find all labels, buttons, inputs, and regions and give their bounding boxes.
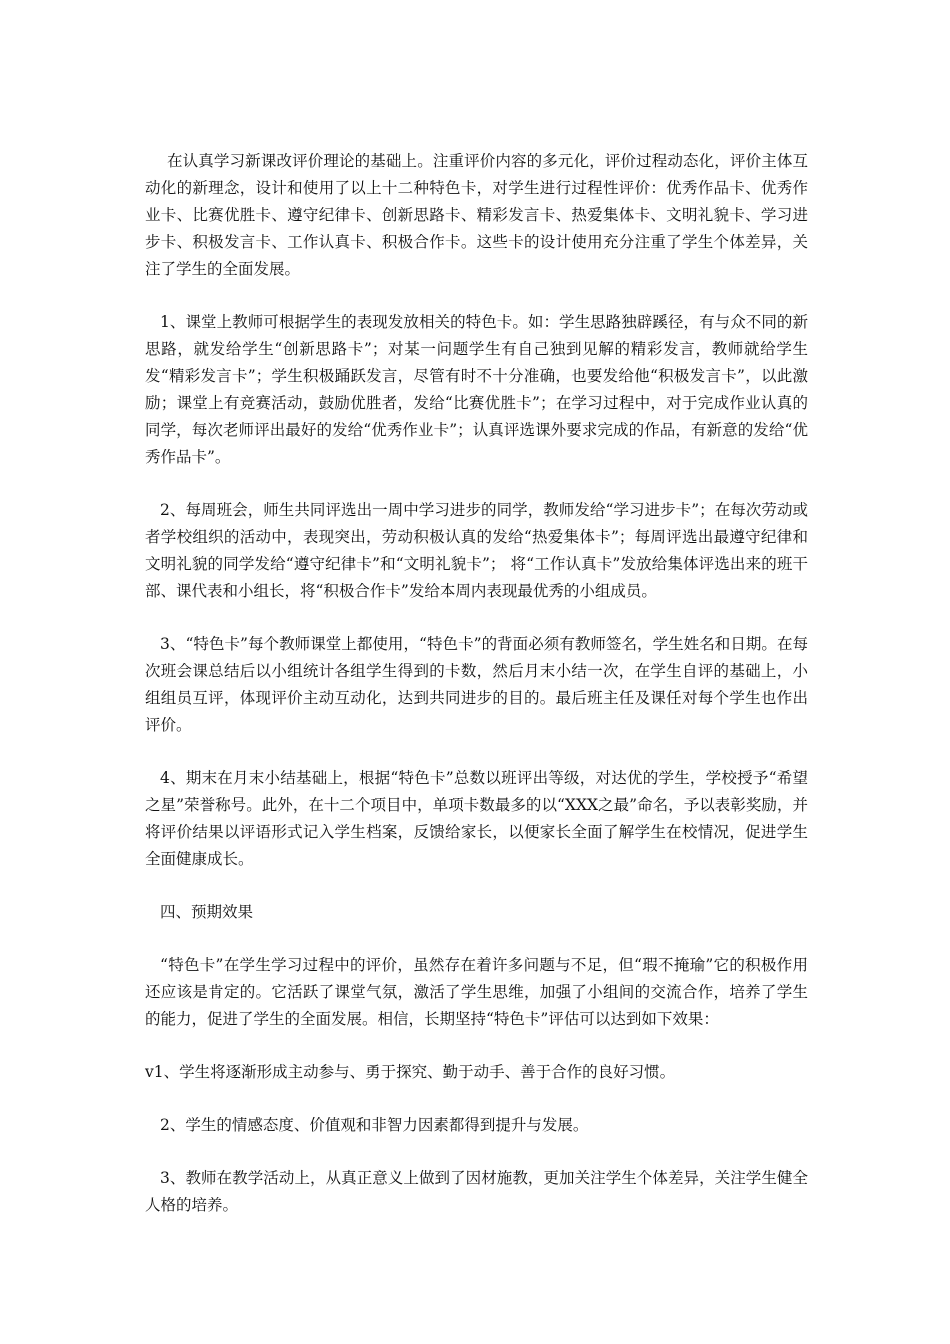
paragraph-item-2: 2、每周班会，师生共同评选出一周中学习进步的同学，教师发给“学习进步卡”；在每次劳动或者学校组织的活动中，表现突出，劳动积极认真的发给“热爱集体卡”；每周评选出最遵守纪律和文明礼貌的同学发给“遵守纪律卡”和“文明礼貌卡”； 将“工作认真卡”发放给集体评选出来的班干部、课代表和小组长，将“积极合作卡”发给本周内表现最优秀的小组成员。 (145, 501, 808, 600)
effect-item-3: 3、教师在教学活动上，从真正意义上做到了因材施教，更加关注学生个体差异，关注学生健全人格的培养。 (145, 1169, 808, 1214)
expected-effects-paragraph: “特色卡”在学生学习过程中的评价，虽然存在着许多问题与不足，但“瑕不掩瑜”它的积极作用还应该是肯定的。它活跃了课堂气氛，激活了学生思维，加强了小组间的交流合作，培养了学生的能力，促进了学生的全面发展。相信，长期坚持“特色卡”评估可以达到如下效果： (145, 956, 808, 1028)
paragraph-item-1: 1、课堂上教师可根据学生的表现发放相关的特色卡。如：学生思路独辟蹊径，有与众不同的新思路，就发给学生“创新思路卡”；对某一问题学生有自己独到见解的精彩发言，教师就给学生发“精彩发言卡”；学生积极踊跃发言，尽管有时不十分准确，也要发给他“积极发言卡”，以此激励；课堂上有竞赛活动，鼓励优胜者，发给“比赛优胜卡”；在学习过程中，对于完成作业认真的同学，每次老师评出最好的发给“优秀作业卡”；认真评选课外要求完成的作品，有新意的发给“优秀作品卡”。 (145, 313, 808, 466)
effect-item-2: 2、学生的情感态度、价值观和非智力因素都得到提升与发展。 (160, 1116, 589, 1134)
section-heading: 四、预期效果 (160, 903, 254, 921)
document-body (145, 148, 808, 1245)
effect-item-1: v1、学生将逐渐形成主动参与、勇于探究、勤于动手、善于合作的良好习惯。 (145, 1063, 676, 1081)
paragraph-item-4: 4、期末在月末小结基础上，根据“特色卡”总数以班评出等级，对达优的学生，学校授予“希望之星”荣誉称号。此外，在十二个项目中，单项卡数最多的以“XXX之最”命名，予以表彰奖励，并将评价结果以评语形式记入学生档案，反馈给家长，以便家长全面了解学生在校情况，促进学生全面健康成长。 (145, 769, 808, 868)
paragraph-item-3: 3、“特色卡”每个教师课堂上都使用，“特色卡”的背面必须有教师签名，学生姓名和日期。在每次班会课总结后以小组统计各组学生得到的卡数，然后月末小结一次，在学生自评的基础上，小组组员互评，体现评价主动互动化，达到共同进步的目的。最后班主任及课任对每个学生也作出评价。 (145, 635, 808, 734)
intro-paragraph: 在认真学习新课改评价理论的基础上。注重评价内容的多元化，评价过程动态化，评价主体互动化的新理念，设计和使用了以上十二种特色卡，对学生进行过程性评价：优秀作品卡、优秀作业卡、比赛优胜卡、遵守纪律卡、创新思路卡、精彩发言卡、热爱集体卡、文明礼貌卡、学习进步卡、积极发言卡、工作认真卡、积极合作卡。这些卡的设计使用充分注重了学生个体差异，关注了学生的全面发展。 (145, 152, 808, 278)
